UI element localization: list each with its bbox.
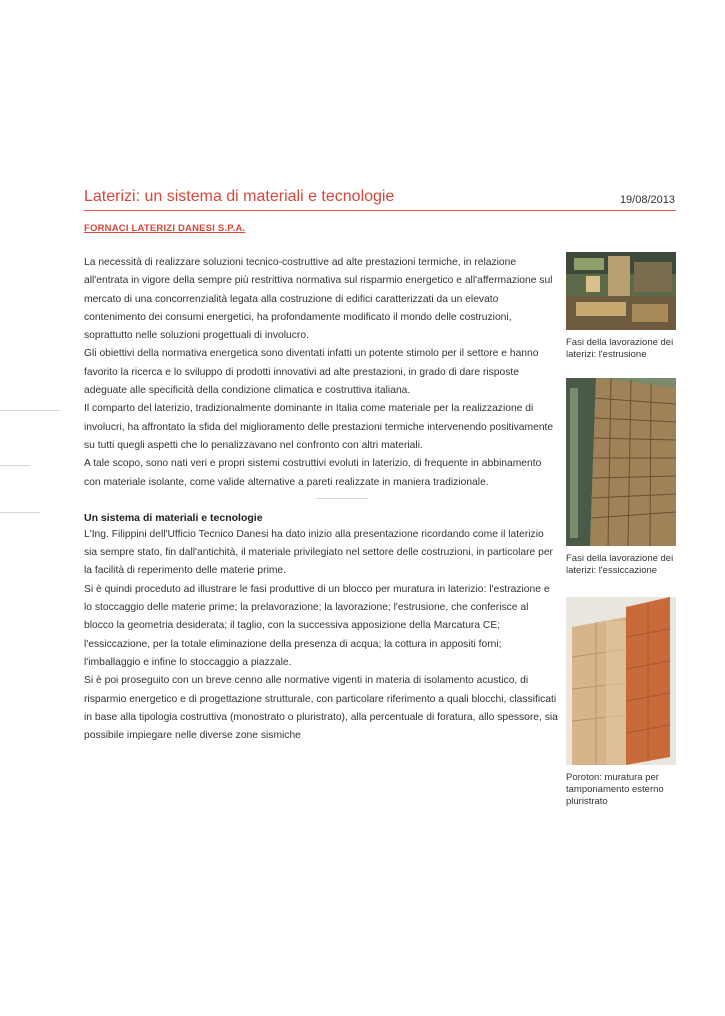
poroton-caption: Poroton: muratura per tamponamento esterno pluristrato <box>566 772 664 807</box>
drying-caption: Fasi della lavorazione dei laterizi: l'essiccazione <box>566 553 674 576</box>
poroton-wall-photo <box>566 597 676 765</box>
company-name: FORNACI LATERIZI DANESI S.P.A. <box>84 223 246 234</box>
article-body <box>84 254 558 745</box>
extrusion-photo <box>566 252 676 330</box>
body-paragraph: L'Ing. Filippini dell'Ufficio Tecnico Danesi ha dato inizio alla presentazione ricordando come il laterizio sia sempre stato, fin dall'antichità, il materiale privilegiato nel settore delle costruzioni, in particolare per la facilità di reperimento delle materie prime. <box>84 528 553 577</box>
ghost-line <box>0 410 60 411</box>
ghost-line <box>0 512 40 513</box>
body-paragraph: Gli obiettivi della normativa energetica sono diventati infatti un potente stimolo per il settore e hanno favorito la ricerca e lo sviluppo di prodotti innovativi ad alte prestazioni, in grado di dare risposte adeguate alle specificità della condizione climatica e costruttiva italiana. <box>84 348 539 397</box>
body-paragraph: A tale scopo, sono nati veri e propri sistemi costruttivi evoluti in laterizio, di frequente in abbinamento con materiale isolante, come valide alternative a pareti realizzate in maniera tradizionale. <box>84 458 542 488</box>
body-paragraph: Si è poi proseguito con un breve cenno alle normative vigenti in materia di isolamento acustico, di risparmio energetico e di progettazione strutturale, con particolare riferimento a quali blocchi, classificati in base alla tipologia costruttiva (monostrato o pluristrato), alla percentuale di foratura, allo spessore, sia possibile impiegare nelle diverse zone sismiche <box>84 675 558 742</box>
ghost-artifact <box>0 382 3 393</box>
section-heading: Un sistema di materiali e tecnologie <box>84 511 263 524</box>
body-paragraph: Si è quindi proceduto ad illustrare le fasi produttive di un blocco per muratura in laterizio: l'estrazione e lo stoccaggio delle materie prime; la prelavorazione; la lavorazione; l'estrusione, che conferisce al blocco la geometria desiderata; il taglio, con la successiva apposizione della Marcatura CE; l'essiccazione, per la totale eliminazione della presenza di acqua; la cottura in appositi forni; l'imballaggio e infine lo stoccaggio a piazzale. <box>84 583 550 668</box>
article-title: Laterizi: un sistema di materiali e tecnologie <box>84 188 395 205</box>
extrusion-caption: Fasi della lavorazione dei laterizi: l'estrusione <box>566 337 674 360</box>
ghost-line <box>0 465 30 466</box>
title-rule <box>84 210 676 211</box>
drying-photo <box>566 378 676 546</box>
body-paragraph: La necessità di realizzare soluzioni tecnico-costruttive ad alte prestazioni termiche, in relazione all'entrata in vigore della sempre più restrittiva normativa sul risparmio energetico e all'affermazione sul mercato di una concorrenzialità legata alla costruzione di edifici caratterizzati da un elevato contenimento dei consumi energetici, ha profondamente modificato il mondo delle costruzioni, soprattutto nelle soluzioni progettuali di involucro. <box>84 257 553 342</box>
body-paragraph: Il comparto del laterizio, tradizionalmente dominante in Italia come materiale per la realizzazione di involucri, ha affrontato la sfida del miglioramento delle prestazioni termiche intervenendo positivamente su tutti quegli aspetti che lo penalizzavano nel confronto con altri materiali. <box>84 403 554 451</box>
article-date: 19/08/2013 <box>619 194 675 206</box>
